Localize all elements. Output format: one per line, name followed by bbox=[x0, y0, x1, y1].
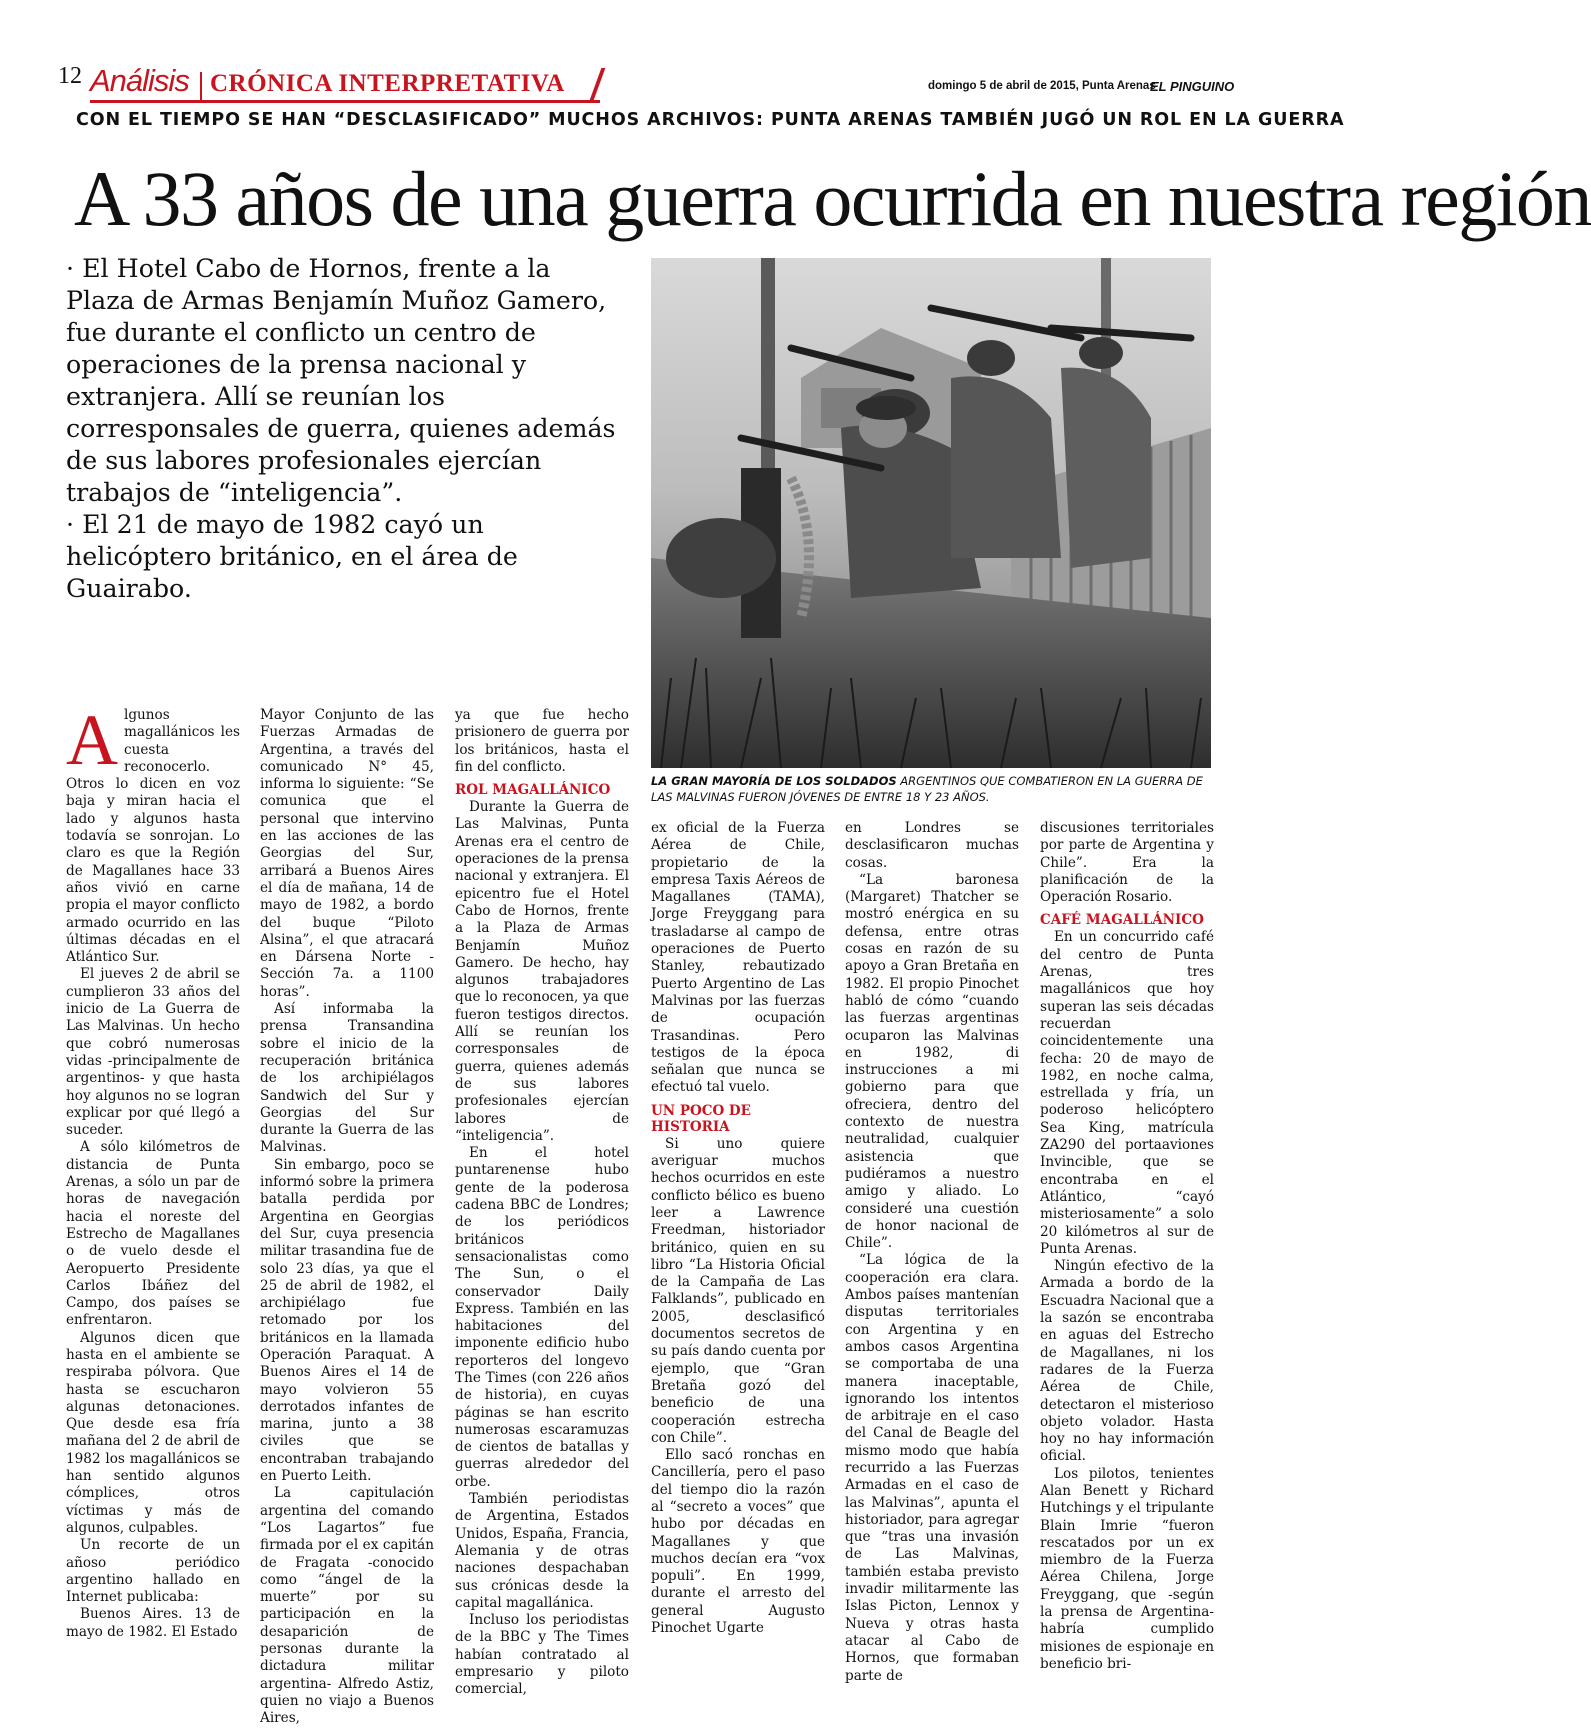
body-paragraph: “La baronesa (Margaret) Thatcher se mostró enérgica en su defensa, entre otras cosas en razón de su apoyo a Gran Bretaña en 1982. El propio Pinochet habló de cómo “cuando las fuerzas argentinas ocuparon las Malvinas en 1982, di instrucciones a mi gobierno para que ofreciera, dentro del contexto de nuestra neutralidad, cualquier asistencia que pudiéramos a nuestro amigo y aliado. Lo consideré una cuestión de honor nacional de Chile”. bbox=[845, 871, 1019, 1252]
body-paragraph: La capitulación argentina del comando “Los Lagartos” fue firmada por el ex capitán de Fragata -conocido como “ángel de la muerte” por su participación en la desaparición de personas durante la dictadura militar argentina- Alfredo Astiz, quien no viajo a Buenos Aires, bbox=[260, 1485, 434, 1727]
subhead-un-poco-de-historia: UN POCO DE HISTORIA bbox=[651, 1102, 751, 1135]
body-paragraph: ex oficial de la Fuerza Aérea de Chile, propietario de la empresa Taxis Aéreos de Magallanes (TAMA), Jorge Freyggang para trasladarse al campo de operaciones de Puerto Stanley, rebautizado Puerto Argentino de Las Malvinas por las fuerzas de ocupación Trasandinas. Pero testigos de la época señalan que nunca se efectuó tal vuelo. bbox=[651, 820, 825, 1096]
body-paragraph: discusiones territoriales por parte de Argentina y Chile”. Era la planificación de la Operación Rosario. bbox=[1040, 820, 1214, 906]
body-paragraph: Un recorte de un añoso periódico argentino hallado en Internet publicaba: bbox=[66, 1537, 240, 1606]
caption-text: ARGENTINOS QUE COMBATIERON EN LA GUERRA DE LAS MALVINAS FUERON JÓVENES DE ENTRE 18 Y 23 AÑOS. bbox=[651, 774, 1203, 804]
body-paragraph: lgunos magallánicos les cuesta reconocerlo. Otros lo dicen en voz baja y miran hacia el lado y algunos hasta todavía se sonrojan. Lo claro es que la Región de Magallanes hace 33 años vivió en carne propia el mayor conflicto armado ocurrido en las últimas décadas en el Atlántico Sur. bbox=[66, 707, 240, 966]
summary-point: · El Hotel Cabo de Hornos, frente a la Plaza de Armas Benjamín Muñoz Gamero, fue durante el conflicto un centro de operaciones de la prensa nacional y extranjera. Allí se reunían los corresponsales de guerra, quienes además de sus labores profesionales ejercían trabajos de “inteligencia”. bbox=[66, 254, 616, 507]
body-paragraph: Mayor Conjunto de las Fuerzas Armadas de Argentina, a través del comunicado N° 45, informa lo siguiente: “Se comunica que el personal que intervino en las acciones de las Georgias del Sur, arribará a Buenos Aires el día de mañana, 14 de mayo de 1982, a bordo del buque “Piloto Alsina”, el que atracará en Dársena Norte - Sección 7a. a 1100 horas”. bbox=[260, 707, 434, 1000]
body-paragraph: en Londres se desclasificaron muchas cosas. bbox=[845, 820, 1019, 871]
article-column-3 bbox=[455, 707, 629, 1699]
article-headline: A 33 años de una guerra ocurrida en nuestra región bbox=[74, 155, 1591, 242]
article-column-1 bbox=[66, 700, 240, 1641]
body-paragraph: También periodistas de Argentina, Estados Unidos, España, Francia, Alemania y de otras naciones despachaban sus crónicas desde la capital magallánica. bbox=[455, 1491, 629, 1611]
body-paragraph: El jueves 2 de abril se cumplieron 33 años del inicio de La Guerra de Las Malvinas. Un hecho que cobró numerosas vidas -principalmente de argentinos- y que hasta hoy algunos no se logran explicar por qué llegó a suceder. bbox=[66, 966, 240, 1139]
body-paragraph: A sólo kilómetros de distancia de Punta Arenas, a sólo un par de horas de navegación hacia el noreste del Estrecho de Magallanes o de vuelo desde el Aeropuerto Presidente Carlos Ibáñez del Campo, dos países se enfrentaron. bbox=[66, 1139, 240, 1329]
body-paragraph: Algunos dicen que hasta en el ambiente se respiraba pólvora. Que hasta se escucharon algunas detonaciones. Que desde esa fría mañana del 2 de abril de 1982 los magallánicos se han sentido algunos cómplices, otros víctimas y más de algunos, culpables. bbox=[66, 1329, 240, 1536]
section-divider bbox=[200, 72, 202, 100]
article-column-5 bbox=[845, 820, 1019, 1685]
body-paragraph: Incluso los periodistas de la BBC y The Times habían contratado al empresario y piloto comercial, bbox=[455, 1612, 629, 1698]
newspaper-name: EL PINGUINO bbox=[1150, 79, 1235, 94]
body-paragraph: Sin embargo, poco se informó sobre la primera batalla perdida por Argentina en Georgias del Sur, cuya presencia militar trasandina fue de solo 23 días, ya que el 25 de abril de 1982, el archipiélago fue retomado por los británicos en la llamada Operación Paraquat. A Buenos Aires el 14 de mayo volvieron 55 derrotados infantes de marina, junto a 38 civiles que se encontraban trabajando en Puerto Leith. bbox=[260, 1156, 434, 1485]
body-paragraph: En un concurrido café del centro de Punta Arenas, tres magallánicos que hoy superan las seis décadas recuerdan coincidentemente una fecha: 20 de mayo de 1982, en noche calma, estrellada y fría, un poderoso helicóptero Sea King, matrícula ZA290 del portaaviones Invincible, que se encontraba en el Atlántico, “cayó misteriosamente” a solo 20 kilómetros al sur de Punta Arenas. bbox=[1040, 929, 1214, 1257]
article-column-6 bbox=[1040, 820, 1214, 1673]
section-rule-end bbox=[589, 68, 606, 103]
body-paragraph: Buenos Aires. 13 de mayo de 1982. El Estado bbox=[66, 1606, 240, 1640]
article-kicker: CON EL TIEMPO SE HAN “DESCLASIFICADO” MUCHOS ARCHIVOS: PUNTA ARENAS TAMBIÉN JUGÓ UN ROL EN LA GUERRA bbox=[76, 110, 1345, 130]
photo-caption bbox=[651, 773, 1211, 805]
body-paragraph: ya que fue hecho prisionero de guerra por los británicos, hasta el fin del conflicto. bbox=[455, 707, 629, 775]
body-paragraph: Los pilotos, tenientes Alan Benett y Richard Hutchings y el tripulante Blain Imrie “fueron rescatados por un ex miembro de la Fuerza Aérea Chilena, Jorge Freyggang, que -según la prensa de Argentina- habría cumplido misiones de espionaje en beneficio bri- bbox=[1040, 1465, 1214, 1672]
article-column-2 bbox=[260, 707, 434, 1728]
body-paragraph: Durante la Guerra de Las Malvinas, Punta Arenas era el centro de operaciones de la prensa nacional y extranjera. El epicentro fue el Hotel Cabo de Hornos, frente a la Plaza de Armas Benjamín Muñoz Gamero. De hecho, hay algunos trabajadores que lo reconocen, ya que fueron testigos directos. Allí se reunían los corresponsales de guerra, quienes además de sus labores profesionales ejercían labores de “inteligencia”. bbox=[455, 799, 629, 1144]
body-paragraph: En el hotel puntarenense hubo gente de la poderosa cadena BBC de Londres; de los periódicos británicos sensacionalistas como The Sun, o el conservador Daily Express. También en las habitaciones del imponente edificio hubo reporteros del longevo The Times (con 226 años de historia), en cuyas páginas se han escrito numerosas escaramuzas de cientos de batallas y guerras alrededor del orbe. bbox=[455, 1145, 629, 1490]
issue-date: domingo 5 de abril de 2015, Punta Arenas bbox=[928, 80, 1156, 92]
page-number: 12 bbox=[58, 63, 82, 89]
subhead-rol-magallanico: ROL MAGALLÁNICO bbox=[455, 782, 611, 799]
caption-lead: LA GRAN MAYORÍA DE LOS SOLDADOS bbox=[651, 774, 897, 788]
drop-cap: A bbox=[66, 700, 118, 780]
summary-point: · El 21 de mayo de 1982 cayó un helicóptero británico, en el área de Guairabo. bbox=[66, 510, 518, 603]
article-photo bbox=[651, 258, 1211, 768]
subsection-label: CRÓNICA INTERPRETATIVA bbox=[210, 70, 565, 97]
body-paragraph: “La lógica de la cooperación era clara. Ambos países mantenían disputas territoriales con Argentina y en ambos casos Argentina se comportaba de una manera inaceptable, ignorando los intentos de arbitraje en el caso del Canal de Beagle del mismo modo que había recurrido a las Fuerzas Armadas en el caso de las Malvinas”, apunta el historiador, para agregar que “tras una invasión de Las Malvinas, también estaba previsto invadir militarmente las Islas Picton, Lennox y Nueva y otras hasta atacar al Cabo de Hornos, que formaban parte de bbox=[845, 1252, 1019, 1684]
soldiers-photo bbox=[651, 258, 1211, 768]
section-underline bbox=[90, 100, 600, 103]
body-paragraph: Si uno quiere averiguar muchos hechos ocurridos en este conflicto bélico es bueno leer a Lawrence Freedman, historiador británico, quien en su libro “La Historia Oficial de la Campaña de Las Falklands”, publicado en 2005, desclasificó documentos secretos de su país dando cuenta por ejemplo, que “Gran Bretaña gozó del beneficio de una cooperación estrecha con Chile”. bbox=[651, 1135, 825, 1446]
body-paragraph: Ello sacó ronchas en Cancillería, pero el paso del tiempo dio la razón al “secreto a voces” que hubo por décadas en Magallanes y que muchos decían era “vox populi”. En 1999, durante el arresto del general Augusto Pinochet Ugarte bbox=[651, 1447, 825, 1637]
subhead-cafe-magallanico: CAFÉ MAGALLÁNICO bbox=[1040, 912, 1204, 929]
body-paragraph: Así informaba la prensa Transandina sobre el inicio de la recuperación británica de los archipiélagos Sandwich del Sur y Georgias del Sur durante la Guerra de las Malvinas. bbox=[260, 1001, 434, 1156]
section-label: Análisis bbox=[90, 63, 189, 98]
body-paragraph: Ningún efectivo de la Armada a bordo de la Escuadra Nacional que a la sazón se encontraba en aguas del Estrecho de Magallanes, ni los radares de la Fuerza Aérea de Chile, detectaron el misterioso objeto volador. Hasta hoy no hay información oficial. bbox=[1040, 1258, 1214, 1465]
article-summary bbox=[66, 253, 626, 605]
article-column-4 bbox=[651, 820, 825, 1637]
